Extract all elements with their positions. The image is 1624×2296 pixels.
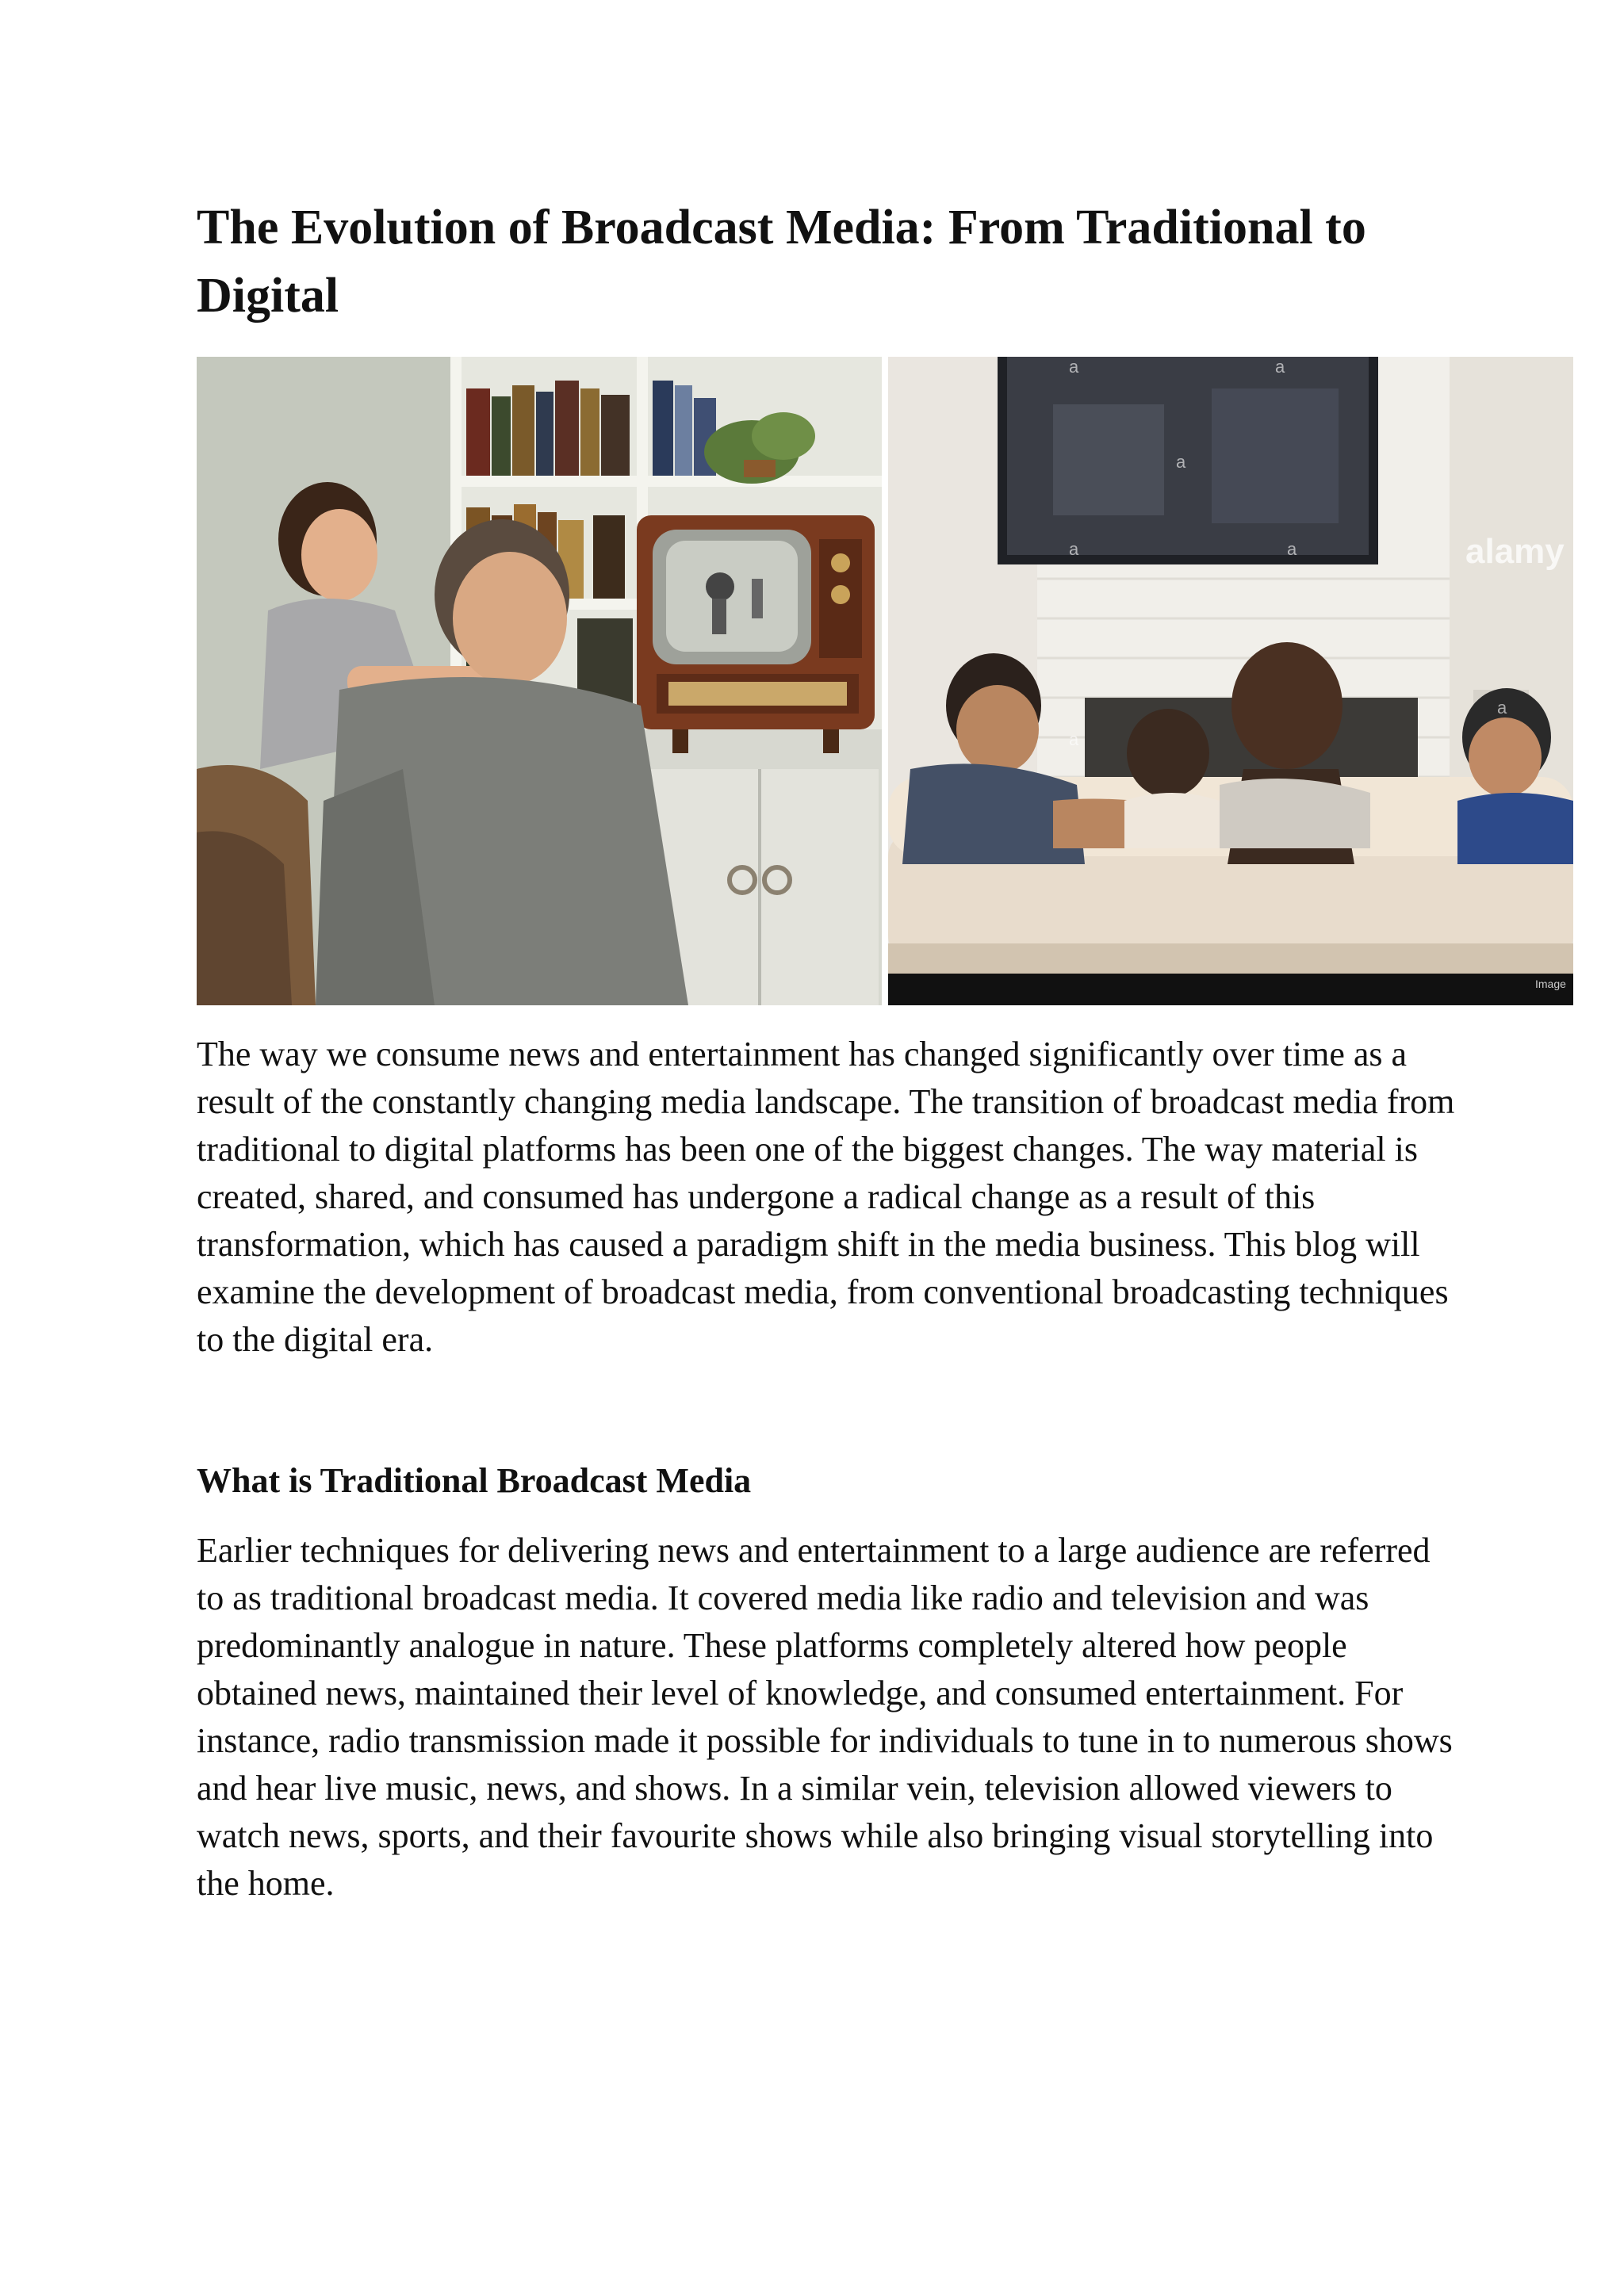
watermark-alamy: alamy: [1465, 532, 1565, 571]
modern-tv-scene: [888, 357, 1573, 1005]
watermark-a-1: a: [1069, 357, 1079, 377]
vintage-tv-scene: [197, 357, 885, 1005]
hero-image: [197, 357, 1573, 1005]
section-heading: What is Traditional Broadcast Media: [197, 1461, 752, 1500]
watermark-a-3: a: [1176, 452, 1186, 472]
intro-paragraph: The way we consume news and entertainment has changed significantly over time as a result of the constantly changing media landscape. The transition of broadcast media from traditional to digital platforms has been one of the biggest changes. The way material is created, shared, and consumed has undergone a radical change as a result of this transformation, which has caused a paradigm shift in the media business. This blog will examine the development of broadcast media, from conventional broadcasting techniques to the digital era.: [197, 1035, 1455, 1359]
section-paragraph: Earlier techniques for delivering news and entertainment to a large audience are referred to as traditional broadcast media. It covered media like radio and television and was predominantly analogue in nature. These platforms completely altered how people obtained news, maintained their level of knowledge, and consumed entertainment. For instance, radio transmission made it possible for individuals to tune in to numerous shows and hear live music, news, and shows. In a similar vein, television allowed viewers to watch news, sports, and their favourite shows while also bringing visual storytelling into the home.: [197, 1531, 1453, 1903]
watermark-a-7: a: [1497, 698, 1507, 718]
watermark-a-2: a: [1275, 357, 1285, 377]
watermark-a-4: a: [1069, 539, 1079, 559]
watermark-a-6: a: [1069, 729, 1079, 749]
watermark-a-5: a: [1287, 539, 1297, 559]
image-corner-label: Image: [1535, 978, 1566, 990]
hero-illustration: [197, 357, 1573, 1005]
article-title: The Evolution of Broadcast Media: From Traditional to Digital: [197, 201, 1366, 323]
